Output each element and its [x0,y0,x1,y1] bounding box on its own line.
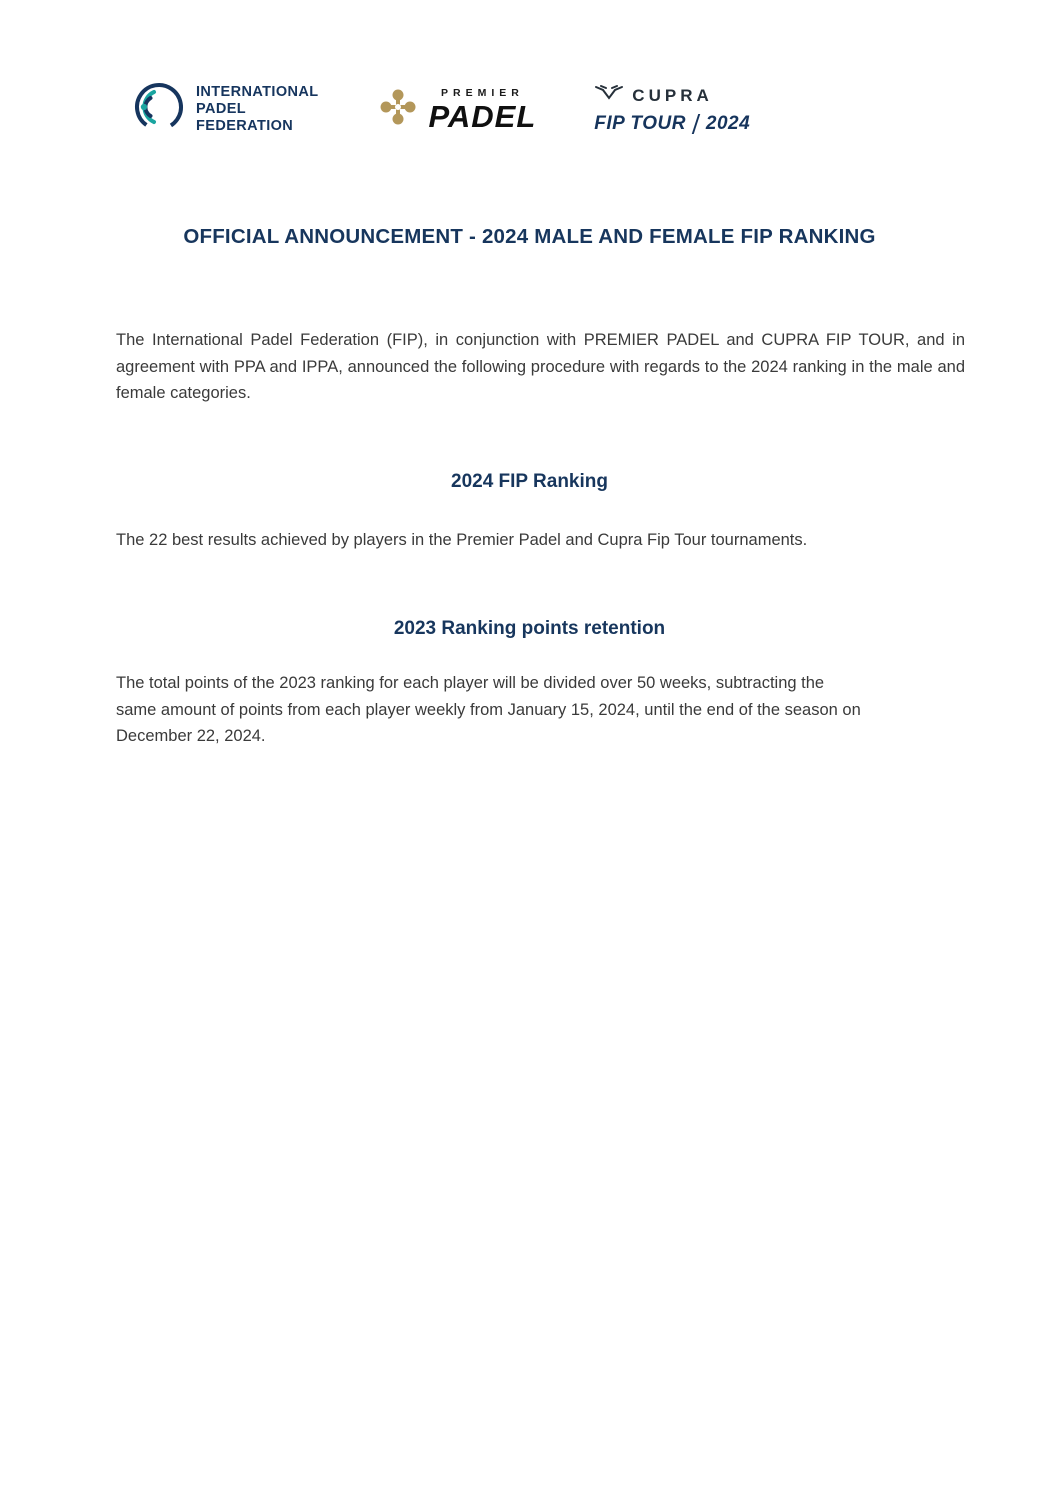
cupra-emblem-icon [594,84,624,107]
premier-padel-flower-icon [377,86,419,133]
fip-tour-year: 2024 [705,113,751,134]
ipf-wordmark-line3: FEDERATION [196,118,294,135]
section-body-2024-fip-ranking: The 22 best results achieved by players in the Premier Padel and Cupra Fip Tour tournaments. [116,531,808,550]
section-body-2023-points-retention: The total points of the 2023 ranking for each player will be divided over 50 weeks, subtracting the same amount of points from each player weekly from January 15, 2024, until the end of the season on December 22, 2024. [116,673,861,746]
document-title: OFFICIAL ANNOUNCEMENT - 2024 MALE AND FEMALE FIP RANKING [183,225,876,248]
logo-strip [0,0,1059,141]
cupra-brand-row [594,84,712,107]
fip-tour-label: FIP TOUR [594,113,686,134]
premier-padel-logo [377,86,537,133]
cupra-label: CUPRA [632,85,713,105]
ipf-emblem-icon [128,78,186,141]
padel-label: PADEL [428,99,537,134]
ipf-wordmark-line2: PADEL [196,100,247,117]
cupra-fip-tour-logo [594,84,750,135]
fip-tour-row [594,113,750,135]
premier-padel-wordmark [429,87,537,132]
ipf-wordmark-line1: INTERNATIONAL [196,83,319,100]
fip-tour-divider [692,114,700,134]
section-heading-2023-points-retention: 2023 Ranking points retention [393,617,666,639]
ipf-wordmark [196,84,319,135]
intro-paragraph: The International Padel Federation (FIP), in conjunction with PREMIER PADEL and CUPRA FIP TOUR, and in agreement with PPA and IPPA, announced the following procedure with regards to the 2024 ranking in the male and female categories. [116,331,965,403]
premier-label: PREMIER [440,87,524,99]
section-heading-2024-fip-ranking: 2024 FIP Ranking [451,471,608,493]
ipf-logo [128,78,319,141]
